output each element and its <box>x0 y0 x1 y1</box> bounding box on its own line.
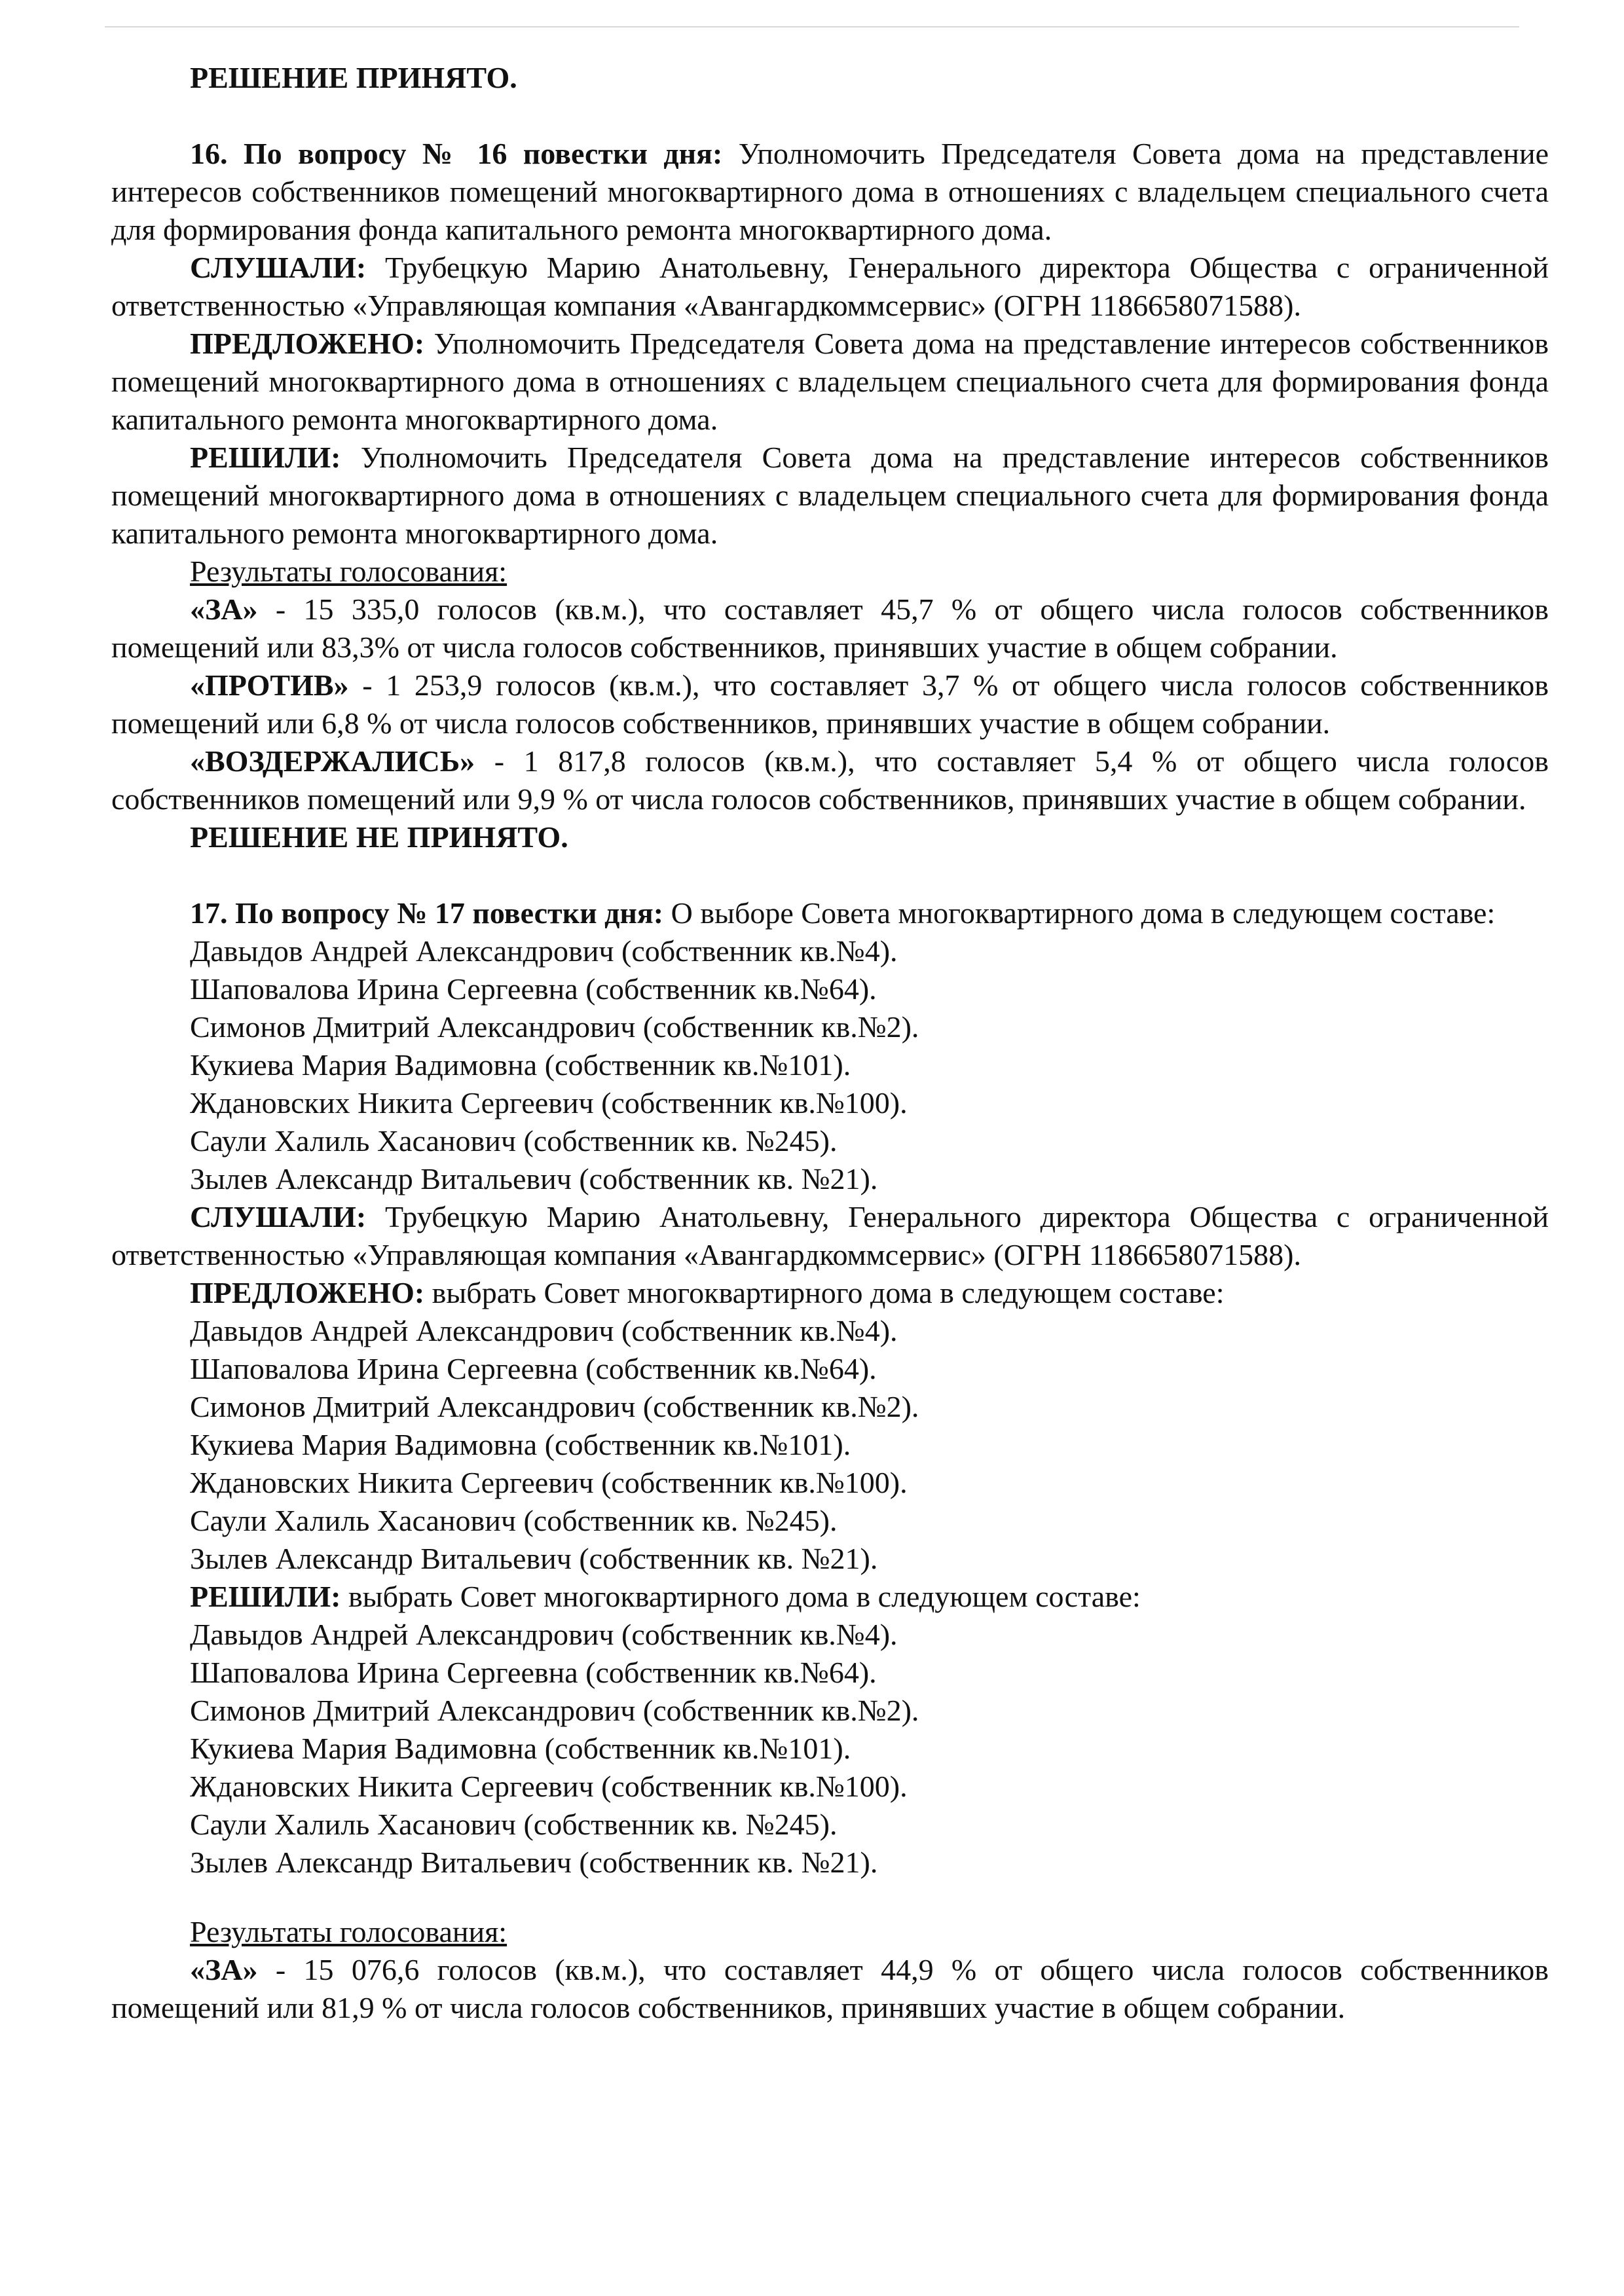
q16-against-text: - 1 253,9 голосов (кв.м.), что составляет 3,7 % от общего числа голосов собственников помещений или 6,8 % от числа голосов собственников, принявших участие в общем собрании. <box>111 668 1549 740</box>
list-item: Кукиева Мария Вадимовна (собственник кв.№101). <box>190 1048 851 1082</box>
q16-proposed <box>111 325 1549 439</box>
previous-decision-heading: РЕШЕНИЕ ПРИНЯТО. <box>190 61 517 94</box>
q16-decided-text: Уполномочить Председателя Совета дома на представление интересов собственников помещений многоквартирного дома в отношениях с владельцем специального счета для формирования фонда капитального ремонта многоквартирного дома. <box>111 441 1549 550</box>
q16-result: РЕШЕНИЕ НЕ ПРИНЯТО. <box>190 820 568 854</box>
list-item: Зылев Александр Витальевич (собственник кв. №21). <box>190 1846 878 1879</box>
list-item: Симонов Дмитрий Александрович (собственник кв.№2). <box>190 1390 919 1423</box>
list-item: Шаповалова Ирина Сергеевна (собственник кв.№64). <box>190 1352 877 1385</box>
q16-question-text: Уполномочить Председателя Совета дома на представление интересов собственников помещений многоквартирного дома в отношениях с владельцем специального счета для формирования фонда капитального ремонта многоквартирного дома. <box>111 137 1549 246</box>
q16-vote-against <box>111 666 1549 742</box>
q17-decided-text: выбрать Совет многоквартирного дома в следующем составе: <box>348 1580 1141 1613</box>
q16-heard-text: Трубецкую Марию Анатольевну, Генерального директора Общества с ограниченной ответственностью «Управляющая компания «Авангардкоммсервис» (ОГРН 1186658071588). <box>111 251 1549 322</box>
q16-decided <box>111 439 1549 553</box>
list-item: Шаповалова Ирина Сергеевна (собственник кв.№64). <box>190 1656 877 1689</box>
q17-members-list <box>111 932 1549 1198</box>
q17-heard-text: Трубецкую Марию Анатольевну, Генерального директора Общества с ограниченной ответственностью «Управляющая компания «Авангардкоммсервис» (ОГРН 1186658071588). <box>111 1200 1549 1271</box>
q16-for-text: - 15 335,0 голосов (кв.м.), что составляет 45,7 % от общего числа голосов собственников помещений или 83,3% от числа голосов собственников, принявших участие в общем собрании. <box>111 592 1549 664</box>
q17-proposed-list <box>111 1312 1549 1578</box>
q17-decided-label: РЕШИЛИ: <box>190 1580 341 1613</box>
list-item: Саули Халиль Хасанович (собственник кв. №245). <box>190 1124 838 1157</box>
q16-heard-label: СЛУШАЛИ: <box>190 251 367 284</box>
list-item: Симонов Дмитрий Александрович (собственник кв.№2). <box>190 1010 919 1044</box>
q16-number: 16. <box>190 137 228 170</box>
q17-results-label: Результаты голосования: <box>190 1915 507 1948</box>
list-item: Ждановских Никита Сергеевич (собственник кв.№100). <box>190 1770 908 1803</box>
q17-proposed <box>111 1274 1549 1312</box>
list-item: Зылев Александр Витальевич (собственник кв. №21). <box>190 1542 878 1575</box>
q16-vote-abstain <box>111 742 1549 818</box>
q17-label: По вопросу № 17 повестки дня: <box>235 896 664 930</box>
document-body <box>111 59 1549 2027</box>
list-item: Ждановских Никита Сергеевич (собственник кв.№100). <box>190 1466 908 1499</box>
q16-label: По вопросу № 16 повестки дня: <box>243 137 723 170</box>
q17-heard <box>111 1198 1549 1274</box>
list-item: Саули Халиль Хасанович (собственник кв. №245). <box>190 1808 838 1841</box>
q16-abstain-text: - 1 817,8 голосов (кв.м.), что составляет 5,4 % от общего числа голосов собственников помещений или 9,9 % от числа голосов собственников, принявших участие в общем собрании. <box>111 744 1549 816</box>
q16-results-label: Результаты голосования: <box>190 555 507 588</box>
list-item: Зылев Александр Витальевич (собственник кв. №21). <box>190 1162 878 1195</box>
q16-against-label: «ПРОТИВ» <box>190 668 349 702</box>
q16-results-heading <box>111 553 1549 591</box>
scan-edge-line <box>105 26 1519 27</box>
q17-heard-label: СЛУШАЛИ: <box>190 1200 367 1233</box>
q16-proposed-text: Уполномочить Председателя Совета дома на представление интересов собственников помещений многоквартирного дома в отношениях с владельцем специального счета для формирования фонда капитального ремонта многоквартирного дома. <box>111 327 1549 436</box>
list-item: Саули Халиль Хасанович (собственник кв. №245). <box>190 1504 838 1537</box>
q16-for-label: «ЗА» <box>190 592 258 626</box>
q16-question <box>111 135 1549 249</box>
q17-decided <box>111 1578 1549 1616</box>
q17-for-text: - 15 076,6 голосов (кв.м.), что составляет 44,9 % от общего числа голосов собственников помещений или 81,9 % от числа голосов собственников, принявших участие в общем собрании. <box>111 1953 1549 2024</box>
q17-question-text: О выборе Совета многоквартирного дома в следующем составе: <box>671 896 1496 930</box>
q17-number: 17. <box>190 896 228 930</box>
list-item: Давыдов Андрей Александрович (собственник кв.№4). <box>190 1618 898 1651</box>
q17-for-label: «ЗА» <box>190 1953 258 1986</box>
q17-vote-for <box>111 1951 1549 2027</box>
q16-abstain-label: «ВОЗДЕРЖАЛИСЬ» <box>190 744 475 778</box>
list-item: Кукиева Мария Вадимовна (собственник кв.№101). <box>190 1732 851 1765</box>
list-item: Давыдов Андрей Александрович (собственник кв.№4). <box>190 934 898 968</box>
q17-question <box>111 894 1549 932</box>
q16-heard <box>111 249 1549 325</box>
list-item: Шаповалова Ирина Сергеевна (собственник кв.№64). <box>190 972 877 1006</box>
list-item: Кукиева Мария Вадимовна (собственник кв.№101). <box>190 1428 851 1461</box>
q16-vote-for <box>111 591 1549 666</box>
list-item: Ждановских Никита Сергеевич (собственник кв.№100). <box>190 1086 908 1120</box>
list-item: Симонов Дмитрий Александрович (собственник кв.№2). <box>190 1694 919 1727</box>
q17-decided-list <box>111 1616 1549 1882</box>
q17-results-heading <box>111 1913 1549 1951</box>
q16-proposed-label: ПРЕДЛОЖЕНО: <box>190 327 425 360</box>
list-item: Давыдов Андрей Александрович (собственник кв.№4). <box>190 1314 898 1347</box>
q17-proposed-label: ПРЕДЛОЖЕНО: <box>190 1276 425 1309</box>
q16-decided-label: РЕШИЛИ: <box>190 441 341 474</box>
q17-proposed-text: выбрать Совет многоквартирного дома в следующем составе: <box>432 1276 1225 1309</box>
